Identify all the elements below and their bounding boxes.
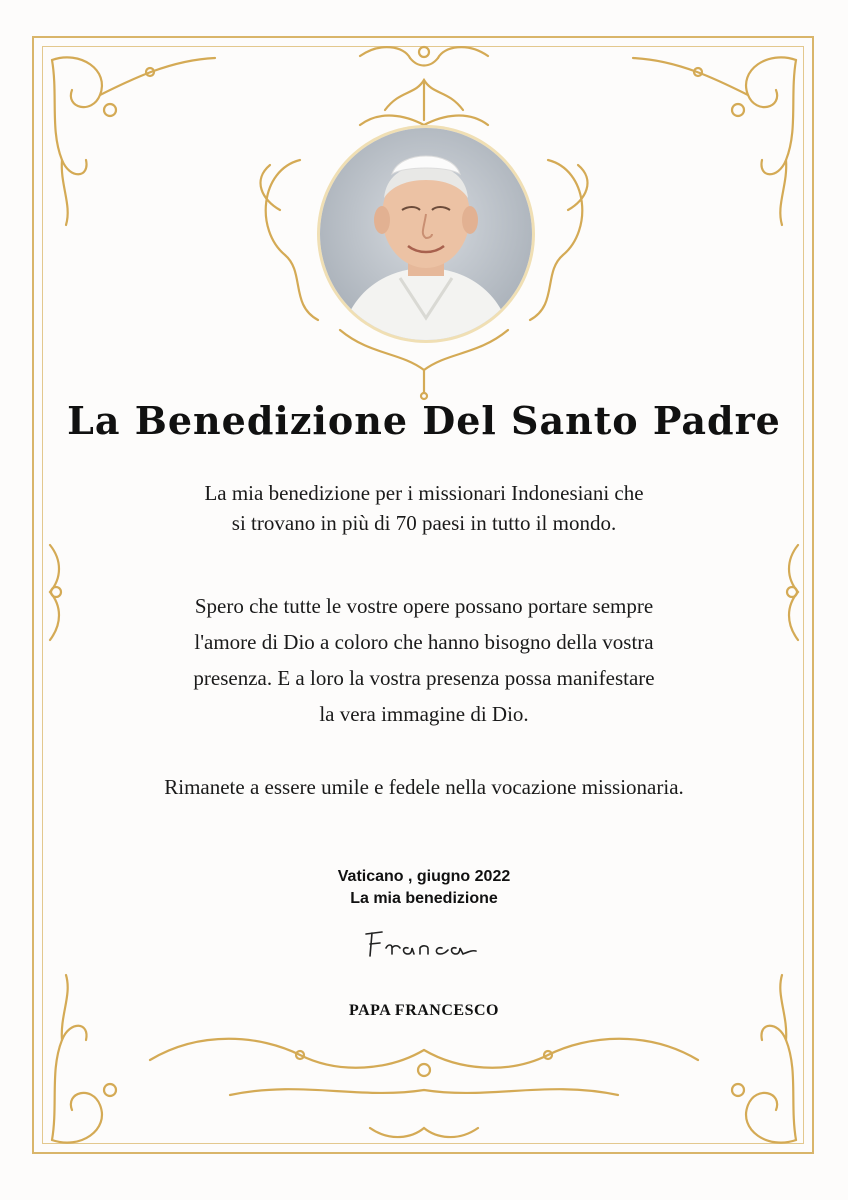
bottom-center-flourish	[150, 1039, 698, 1137]
handwritten-signature	[360, 926, 490, 966]
corner-flourish-top-right	[633, 57, 796, 225]
paragraph-3: Rimanete a essere umile e fedele nella vocazione missionaria.	[164, 775, 684, 799]
paragraph-2-line-2: l'amore di Dio a coloro che hanno bisogno della vostra	[194, 630, 654, 654]
pope-portrait	[320, 128, 532, 340]
paragraph-2-line-1: Spero che tutte le vostre opere possano portare sempre	[194, 594, 654, 618]
paragraph-1-line-1: La mia benedizione per i missionari Indonesiani che	[204, 481, 644, 505]
paragraph-2	[80, 588, 768, 732]
pope-portrait-illustration	[320, 128, 532, 340]
place-and-date	[200, 866, 648, 910]
document-title: La Benedizione Del Santo Padre	[67, 398, 781, 443]
corner-flourish-bottom-right	[732, 975, 796, 1143]
paragraph-2-line-4: la vera immagine di Dio.	[319, 702, 529, 726]
side-flourish-left	[50, 545, 61, 640]
paragraph-2-line-3: presenza. E a loro la vostra presenza possa manifestare	[193, 666, 655, 690]
corner-flourish-bottom-left	[52, 975, 116, 1143]
side-flourish-right	[787, 545, 798, 640]
closing-line: La mia benedizione	[350, 890, 498, 907]
signer-name: PAPA FRANCESCO	[349, 1002, 499, 1019]
paragraph-1-line-2: si trovano in più di 70 paesi in tutto il mondo.	[231, 511, 617, 535]
corner-flourish-top-left	[52, 57, 215, 225]
paragraph-1	[80, 478, 768, 538]
top-center-flourish	[360, 47, 488, 66]
place-date-line: Vaticano , giugno 2022	[337, 868, 511, 885]
